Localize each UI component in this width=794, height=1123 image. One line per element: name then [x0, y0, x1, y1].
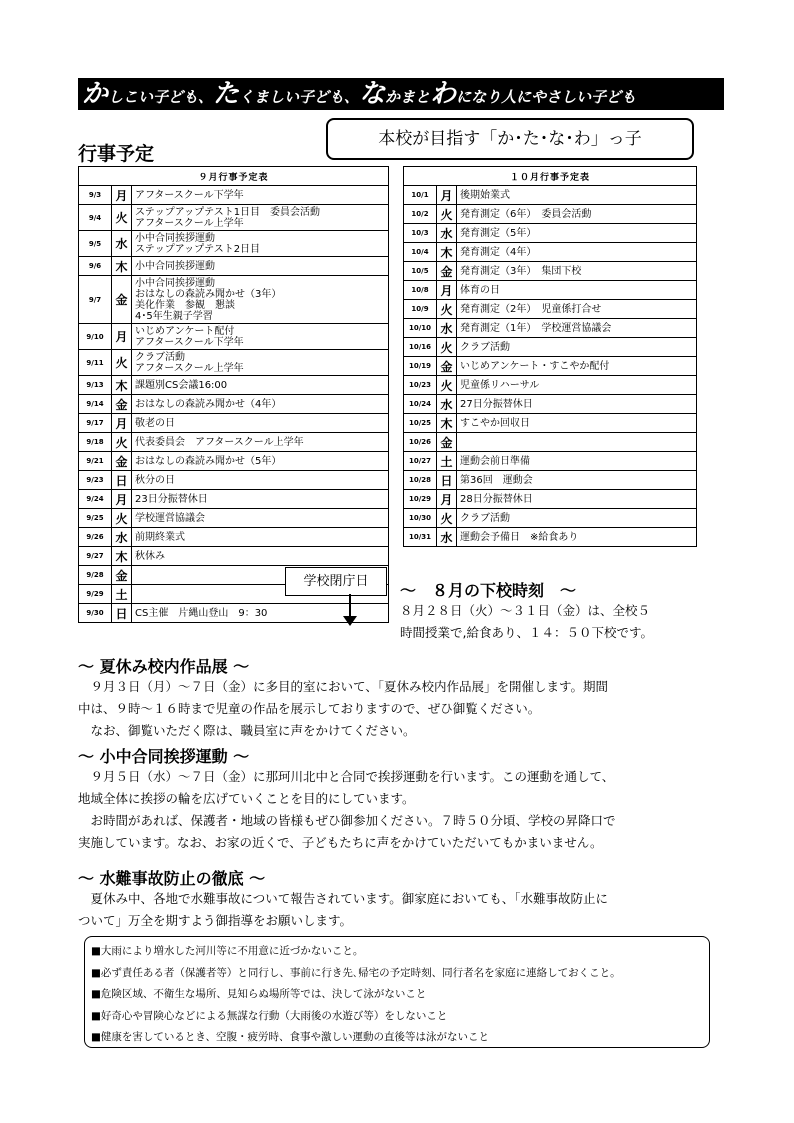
schedule-row [79, 257, 389, 276]
weekday-cell: 水 [112, 528, 132, 547]
event-cell: 発育測定（5年） [457, 224, 697, 243]
date-cell: 10/8 [404, 281, 437, 300]
date-cell: 9/3 [79, 186, 112, 205]
weekday-cell: 日 [112, 604, 132, 623]
schedule-row [404, 528, 697, 547]
schedule-row [404, 376, 697, 395]
schedule-row [404, 281, 697, 300]
event-cell: アフタースクール下学年 [132, 186, 389, 205]
date-cell: 10/26 [404, 433, 437, 452]
weekday-cell: 金 [437, 357, 457, 376]
date-cell: 10/4 [404, 243, 437, 262]
weekday-cell: 木 [112, 547, 132, 566]
date-cell: 9/11 [79, 350, 112, 376]
schedule-row [79, 604, 389, 623]
weekday-cell: 水 [437, 528, 457, 547]
schedule-row [79, 452, 389, 471]
schedule-row [404, 224, 697, 243]
greeting-campaign-heading: ～ 小中合同挨拶運動 ～ [78, 747, 250, 766]
paragraph-line: ついて」万全を期すよう御指導をお願いします。 [78, 913, 353, 928]
date-cell: 9/29 [79, 585, 112, 604]
event-cell: 27日分振替休日 [457, 395, 697, 414]
date-cell: 9/14 [79, 395, 112, 414]
banner-initial: わ [430, 79, 457, 109]
banner-text: かまと [385, 88, 431, 106]
schedule-row [404, 509, 697, 528]
weekday-cell: 水 [112, 231, 132, 257]
banner-initial: か [82, 79, 109, 109]
safety-rule-item: ■健康を害しているとき、空腹・疲労時、食事や激しい運動の直後等は泳がないこと [91, 1031, 489, 1043]
weekday-cell: 火 [437, 205, 457, 224]
weekday-cell: 金 [112, 276, 132, 324]
date-cell: 10/5 [404, 262, 437, 281]
page-title: 行事予定 [78, 143, 155, 165]
banner-initial: た [213, 79, 240, 109]
schedule-row [404, 205, 697, 224]
schedule-row [404, 433, 697, 452]
event-cell: 体育の日 [457, 281, 697, 300]
callout-arrow-line [349, 594, 351, 616]
event-cell: 発育測定（1年） 学校運営協議会 [457, 319, 697, 338]
paragraph-line: なお、御覧いただく際は、職員室に声をかけてください。 [78, 723, 416, 738]
banner-initial: な [359, 79, 386, 109]
date-cell: 9/27 [79, 547, 112, 566]
date-cell: 9/6 [79, 257, 112, 276]
schedule-row [404, 414, 697, 433]
schedule-row [404, 300, 697, 319]
date-cell: 10/23 [404, 376, 437, 395]
date-cell: 9/25 [79, 509, 112, 528]
water-safety-text [78, 888, 608, 932]
date-cell: 10/10 [404, 319, 437, 338]
event-cell: 小中合同挨拶運動 [132, 257, 389, 276]
paragraph-line: お時間があれば、保護者・地域の皆様もぜひ御参加ください。７時５０分頃、学校の昇降口で [78, 813, 616, 828]
date-cell: 10/1 [404, 186, 437, 205]
schedule-row [79, 547, 389, 566]
banner-text: くましい子ども、 [239, 88, 360, 106]
schedule-row [404, 186, 697, 205]
august-dismissal-text [400, 600, 653, 644]
weekday-cell: 火 [112, 433, 132, 452]
date-cell: 9/30 [79, 604, 112, 623]
event-cell: 学校運営協議会 [132, 509, 389, 528]
weekday-cell: 水 [437, 395, 457, 414]
weekday-cell: 火 [437, 338, 457, 357]
weekday-cell: 金 [112, 566, 132, 585]
weekday-cell: 土 [112, 585, 132, 604]
date-cell: 9/21 [79, 452, 112, 471]
schedule-row [79, 324, 389, 350]
september-schedule-table [78, 166, 389, 623]
date-cell: 9/24 [79, 490, 112, 509]
august-dismissal-heading: ～ ８月の下校時刻 ～ [400, 581, 577, 600]
weekday-cell: 月 [437, 490, 457, 509]
weekday-cell: 金 [112, 452, 132, 471]
banner-text: しこい子ども、 [108, 88, 214, 106]
event-cell: いじめアンケート・すこやか配付 [457, 357, 697, 376]
october-table-title: １０月行事予定表 [404, 167, 697, 186]
school-closed-callout: 学校閉庁日 [285, 567, 387, 596]
weekday-cell: 金 [437, 262, 457, 281]
event-cell: おはなしの森読み聞かせ（5年） [132, 452, 389, 471]
schedule-row [79, 205, 389, 231]
school-motto-box: 本校が目指す「か･た･な･わ」っ子 [326, 118, 694, 160]
event-cell: 秋分の日 [132, 471, 389, 490]
event-cell: 運動会予備日 ※給食あり [457, 528, 697, 547]
event-cell [457, 433, 697, 452]
event-cell: おはなしの森読み聞かせ（4年） [132, 395, 389, 414]
schedule-row [404, 319, 697, 338]
schedule-row [404, 243, 697, 262]
weekday-cell: 日 [112, 471, 132, 490]
date-cell: 9/17 [79, 414, 112, 433]
schedule-row [404, 471, 697, 490]
safety-rule-item: ■危険区域、不衛生な場所、見知らぬ場所等では、決して泳がないこと [91, 988, 427, 1000]
event-cell: 秋休み [132, 547, 389, 566]
event-cell: すこやか回収日 [457, 414, 697, 433]
date-cell: 9/13 [79, 376, 112, 395]
date-cell: 10/3 [404, 224, 437, 243]
date-cell: 9/10 [79, 324, 112, 350]
weekday-cell: 月 [112, 414, 132, 433]
schedule-row [404, 395, 697, 414]
event-cell: 発育測定（2年） 児童係打合せ [457, 300, 697, 319]
date-cell: 9/26 [79, 528, 112, 547]
schedule-row [79, 186, 389, 205]
event-cell: ステップアップテスト1日目 委員会活動 アフタースクール上学年 [132, 205, 389, 231]
exhibition-heading: ～ 夏休み校内作品展 ～ [78, 657, 250, 676]
event-cell: 敬老の日 [132, 414, 389, 433]
event-cell: 後期始業式 [457, 186, 697, 205]
weekday-cell: 水 [437, 224, 457, 243]
date-cell: 9/7 [79, 276, 112, 324]
schedule-row [79, 376, 389, 395]
event-cell: 発育測定（4年） [457, 243, 697, 262]
event-cell: 児童係リハーサル [457, 376, 697, 395]
date-cell: 10/9 [404, 300, 437, 319]
date-cell: 10/29 [404, 490, 437, 509]
schedule-row [79, 395, 389, 414]
date-cell: 10/24 [404, 395, 437, 414]
event-cell: CS主催 片縄山登山 9：30 [132, 604, 389, 623]
schedule-row [79, 490, 389, 509]
schedule-row [79, 528, 389, 547]
event-cell: 課題別CS会議16:00 [132, 376, 389, 395]
paragraph-line: 時間授業で,給食あり、１４：５０下校です。 [400, 625, 653, 640]
event-cell: 代表委員会 アフタースクール上学年 [132, 433, 389, 452]
weekday-cell: 土 [437, 452, 457, 471]
event-cell: 発育測定（6年） 委員会活動 [457, 205, 697, 224]
weekday-cell: 月 [112, 186, 132, 205]
schedule-row [79, 433, 389, 452]
event-cell: クラブ活動 [457, 338, 697, 357]
schedule-row [79, 509, 389, 528]
weekday-cell: 木 [112, 376, 132, 395]
date-cell: 9/5 [79, 231, 112, 257]
event-cell: 前期終業式 [132, 528, 389, 547]
weekday-cell: 火 [112, 350, 132, 376]
schedule-row [79, 276, 389, 324]
date-cell: 10/19 [404, 357, 437, 376]
event-cell: いじめアンケート配付 アフタースクール下学年 [132, 324, 389, 350]
paragraph-line: 夏休み中、各地で水難事故について報告されています。御家庭においても、「水難事故防止に [78, 891, 609, 906]
schedule-row [79, 350, 389, 376]
event-cell: 28日分振替休日 [457, 490, 697, 509]
water-safety-heading: ～ 水難事故防止の徹底 ～ [78, 869, 266, 888]
weekday-cell: 木 [437, 414, 457, 433]
paragraph-line: 実施しています。なお、お家の近くで、子どもたちに声をかけていただいてもかまいません。 [78, 835, 603, 850]
event-cell: 23日分振替休日 [132, 490, 389, 509]
water-safety-rules-box [84, 936, 710, 1048]
schedule-row [404, 357, 697, 376]
date-cell: 9/18 [79, 433, 112, 452]
schedule-row [79, 231, 389, 257]
event-cell: 運動会前日準備 [457, 452, 697, 471]
date-cell: 10/28 [404, 471, 437, 490]
event-cell: 第36回 運動会 [457, 471, 697, 490]
weekday-cell: 火 [112, 509, 132, 528]
banner-text: になり人にやさしい子ども [456, 88, 637, 106]
weekday-cell: 月 [437, 281, 457, 300]
safety-rule-item: ■好奇心や冒険心などによる無謀な行動（大雨後の水遊び等）をしないこと [91, 1009, 448, 1022]
date-cell: 10/27 [404, 452, 437, 471]
date-cell: 10/31 [404, 528, 437, 547]
schedule-row [404, 262, 697, 281]
event-cell: 小中合同挨拶運動 おはなしの森読み聞かせ（3年） 美化作業 参観 懇談 4･5年生親子学習 [132, 276, 389, 324]
paragraph-line: ９月５日（水）～７日（金）に那珂川北中と合同で挨拶運動を行います。この運動を通して、 [78, 769, 615, 784]
schedule-row [404, 490, 697, 509]
paragraph-line: ８月２８日（火）～３１日（金）は、全校５ [400, 603, 651, 618]
date-cell: 10/16 [404, 338, 437, 357]
paragraph-line: 地域全体に挨拶の輪を広げていくことを目的にしています。 [78, 791, 415, 806]
event-cell: 発育測定（3年） 集団下校 [457, 262, 697, 281]
weekday-cell: 日 [437, 471, 457, 490]
date-cell: 9/28 [79, 566, 112, 585]
weekday-cell: 月 [112, 324, 132, 350]
weekday-cell: 月 [437, 186, 457, 205]
exhibition-text [78, 676, 608, 742]
date-cell: 10/30 [404, 509, 437, 528]
event-cell: クラブ活動 [457, 509, 697, 528]
weekday-cell: 木 [112, 257, 132, 276]
date-cell: 10/25 [404, 414, 437, 433]
weekday-cell: 木 [437, 243, 457, 262]
weekday-cell: 火 [437, 376, 457, 395]
weekday-cell: 金 [112, 395, 132, 414]
schedule-row [404, 452, 697, 471]
motto-banner [78, 78, 724, 110]
down-arrow-icon [343, 616, 357, 626]
weekday-cell: 水 [437, 319, 457, 338]
date-cell: 9/23 [79, 471, 112, 490]
october-schedule-table [403, 166, 697, 547]
september-table-title: ９月行事予定表 [79, 167, 389, 186]
weekday-cell: 金 [437, 433, 457, 452]
date-cell: 9/4 [79, 205, 112, 231]
paragraph-line: 中は、９時～１６時まで児童の作品を展示しておりますので、ぜひ御覧ください。 [78, 701, 541, 716]
event-cell: クラブ活動 アフタースクール上学年 [132, 350, 389, 376]
weekday-cell: 火 [437, 509, 457, 528]
schedule-row [79, 471, 389, 490]
weekday-cell: 火 [437, 300, 457, 319]
schedule-row [79, 414, 389, 433]
paragraph-line: ９月３日（月）～７日（金）に多目的室において、「夏休み校内作品展」を開催します。期間 [78, 679, 609, 694]
weekday-cell: 月 [112, 490, 132, 509]
schedule-row [404, 338, 697, 357]
greeting-campaign-text [78, 766, 616, 854]
event-cell: 小中合同挨拶運動 ステップアップテスト2日目 [132, 231, 389, 257]
date-cell: 10/2 [404, 205, 437, 224]
weekday-cell: 火 [112, 205, 132, 231]
safety-rule-item: ■必ず責任ある者（保護者等）と同行し、事前に行き先､帰宅の予定時刻、同行者名を家庭に連絡しておくこと。 [91, 966, 621, 979]
safety-rule-item: ■大雨により増水した河川等に不用意に近づかないこと。 [91, 945, 364, 957]
